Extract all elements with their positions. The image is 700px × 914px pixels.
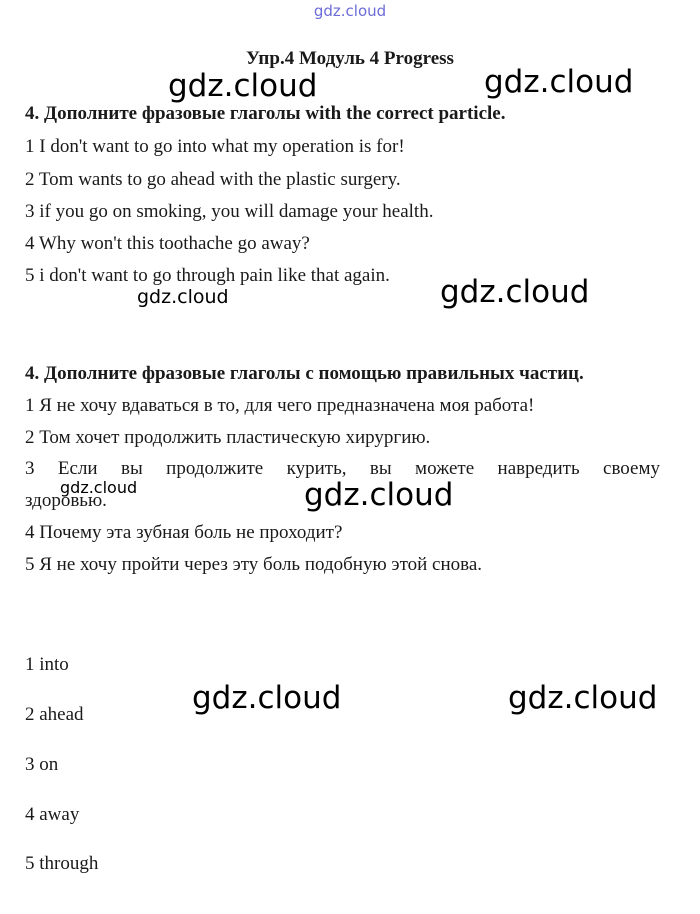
russian-item-4: 4 Почему эта зубная боль не проходит? (25, 522, 343, 543)
english-item-3: 3 if you go on smoking, you will damage your health. (25, 201, 434, 222)
russian-heading: 4. Дополните фразовые глаголы с помощью правильных частиц. (25, 363, 584, 384)
answer-4: 4 away (25, 804, 80, 825)
russian-item-3-continuation: здоровью. (25, 490, 107, 511)
watermark: gdz.cloud (508, 680, 658, 716)
russian-item-2: 2 Том хочет продолжить пластическую хирургию. (25, 427, 431, 448)
english-item-4: 4 Why won't this toothache go away? (25, 233, 310, 254)
answer-1: 1 into (25, 654, 69, 675)
watermark: gdz.cloud (60, 478, 138, 497)
page-title: Упр.4 Модуль 4 Progress (246, 48, 454, 69)
watermark: gdz.cloud (304, 477, 454, 513)
watermark: gdz.cloud (440, 274, 590, 310)
english-item-5: 5 i don't want to go through pain like that again. (25, 265, 390, 286)
english-item-1: 1 I don't want to go into what my operation is for! (25, 136, 405, 157)
english-heading: 4. Дополните фразовые глаголы with the correct particle. (25, 103, 506, 124)
watermark: gdz.cloud (484, 64, 634, 100)
answer-3: 3 on (25, 754, 59, 775)
watermark: gdz.cloud (168, 68, 318, 104)
russian-item-1: 1 Я не хочу вдаваться в то, для чего предназначена моя работа! (25, 395, 535, 416)
watermark: gdz.cloud (137, 286, 229, 308)
answer-2: 2 ahead (25, 704, 84, 725)
top-watermark: gdz.cloud (313, 2, 387, 20)
watermark: gdz.cloud (192, 680, 342, 716)
answer-5: 5 through (25, 853, 99, 874)
english-item-2: 2 Tom wants to go ahead with the plastic surgery. (25, 169, 401, 190)
russian-item-3: 3 Если вы продолжите курить, вы можете навредить своему (25, 458, 660, 479)
russian-item-5: 5 Я не хочу пройти через эту боль подобную этой снова. (25, 554, 483, 575)
